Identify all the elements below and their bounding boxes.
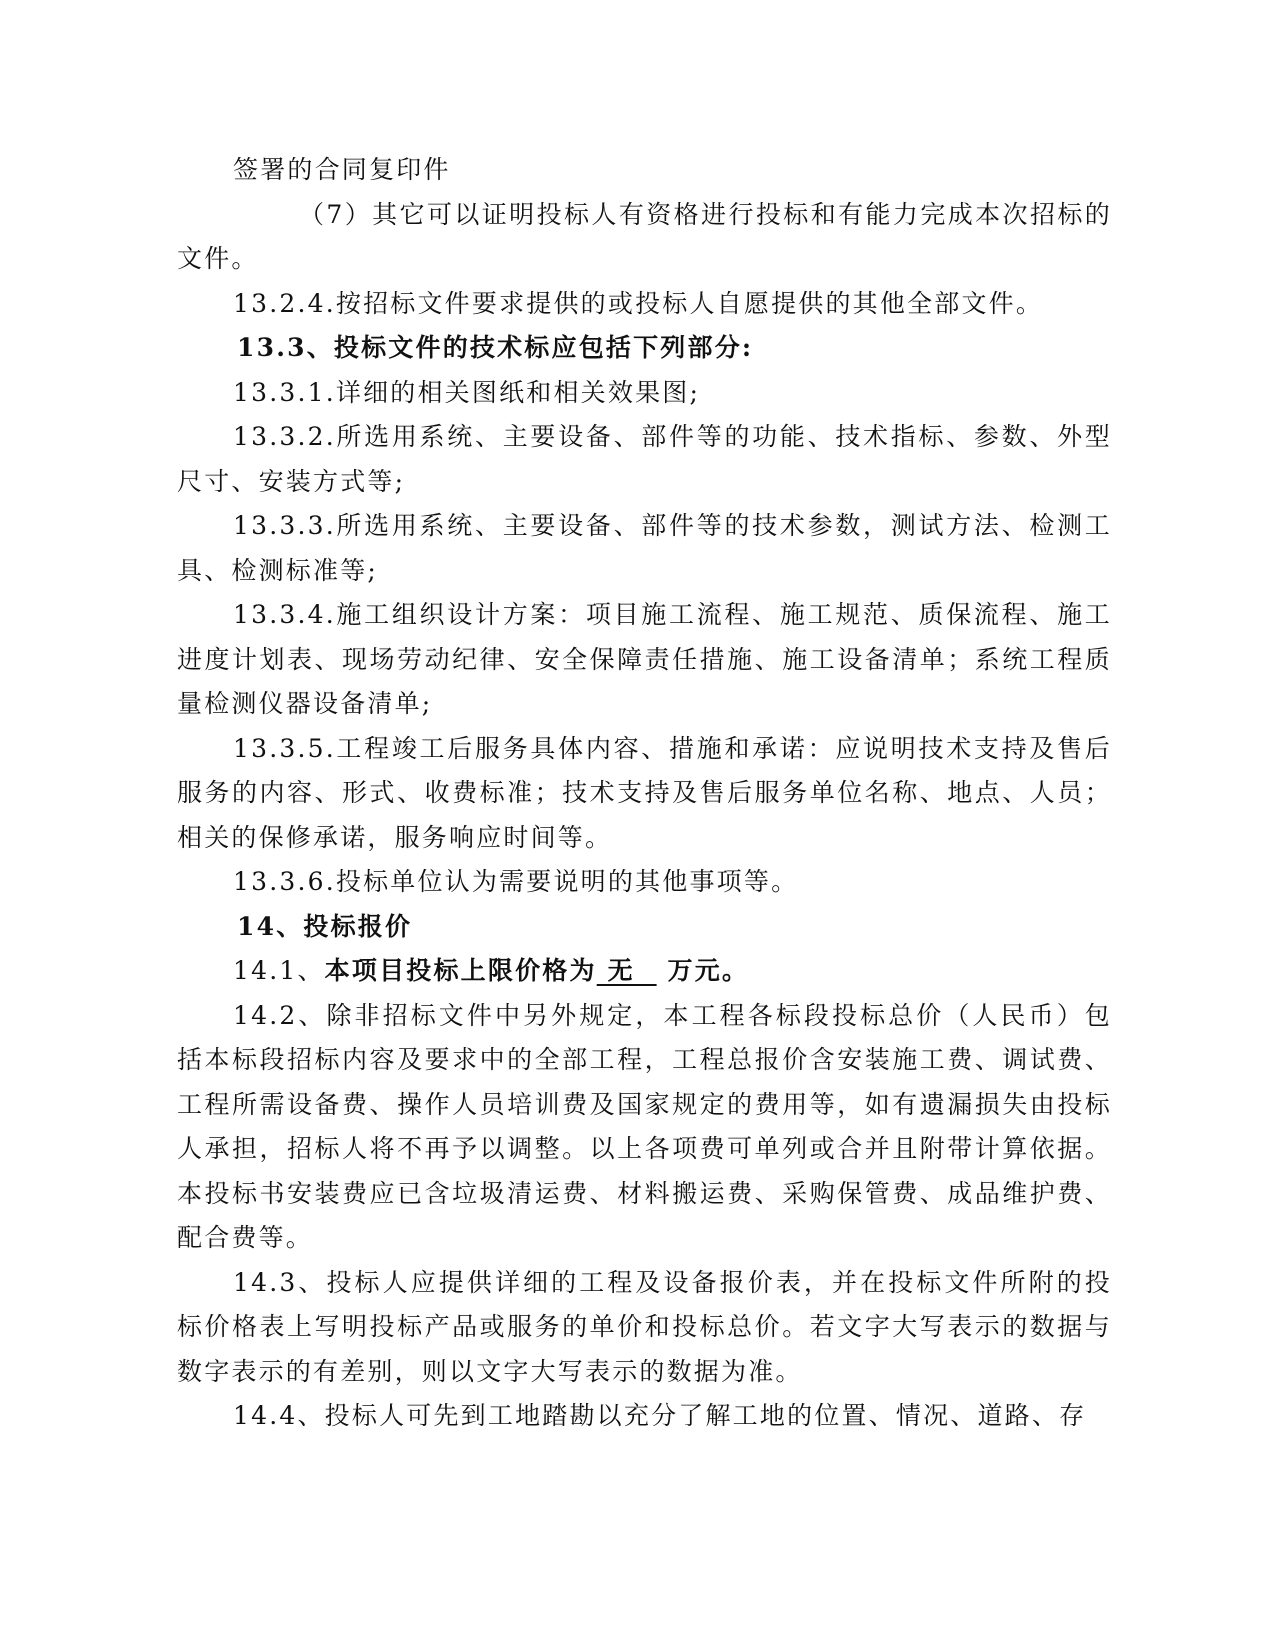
paragraph-14-4: 14.4、投标人可先到工地踏勘以充分了解工地的位置、情况、道路、存: [233, 1401, 1087, 1430]
paragraph-14-3: 14.3、投标人应提供详细的工程及设备报价表，并在投标文件所附的投标价格表上写明投标产品或服务的单价和投标总价。若文字大写表示的数据与数字表示的有差别，则以文字大写表示的数据为准。: [177, 1267, 1112, 1386]
paragraph-14-2: 14.2、除非招标文件中另外规定，本工程各标段投标总价（人民币）包括本标段招标内容及要求中的全部工程，工程总报价含安装施工费、调试费、工程所需设备费、操作人员培训费及国家规定的费用等，如有遗漏损失由投标人承担，招标人将不再予以调整。以上各项费可单列或合并且附带计算依据。本投标书安装费应已含垃圾清运费、材料搬运费、采购保管费、成品维护费、配合费等。: [177, 1000, 1112, 1252]
price-limit-unit: 万元。: [656, 956, 750, 985]
price-limit-text: 本项目投标上限价格为: [324, 956, 597, 985]
paragraph-14-1-number: 14.1、: [233, 956, 325, 985]
price-limit-fill: 无: [596, 956, 657, 985]
section-heading-13-3: 13.3、投标文件的技术标应包括下列部分:: [237, 333, 754, 362]
paragraph-contract-copy: 签署的合同复印件: [233, 155, 451, 184]
paragraph-13-2-4: 13.2.4.按招标文件要求提供的或投标人自愿提供的其他全部文件。: [233, 288, 1044, 318]
section-heading-14: 14、投标报价: [237, 911, 413, 941]
paragraph-13-3-4: 13.3.4.施工组织设计方案：项目施工流程、施工规范、质保流程、施工进度计划表、现场劳动纪律、安全保障责任措施、施工设备清单；系统工程质量检测仪器设备清单;: [177, 600, 1112, 718]
paragraph-13-3-5: 13.3.5.工程竣工后服务具体内容、措施和承诺：应说明技术支持及售后服务的内容、形式、收费标准；技术支持及售后服务单位名称、地点、人员；相关的保修承诺，服务响应时间等。: [177, 733, 1112, 852]
paragraph-item-7: （7）其它可以证明投标人有资格进行投标和有能力完成本次招标的文件。: [177, 199, 1112, 273]
paragraph-13-3-3: 13.3.3.所选用系统、主要设备、部件等的技术参数，测试方法、检测工具、检测标准等;: [177, 511, 1112, 585]
paragraph-13-3-6: 13.3.6.投标单位认为需要说明的其他事项等。: [233, 867, 799, 896]
paragraph-13-3-2: 13.3.2.所选用系统、主要设备、部件等的功能、技术指标、参数、外型尺寸、安装方式等;: [177, 422, 1112, 496]
paragraph-14-1: [177, 949, 1112, 994]
paragraph-13-3-1: 13.3.1.详细的相关图纸和相关效果图;: [233, 377, 701, 407]
document-body: [177, 148, 1112, 1439]
